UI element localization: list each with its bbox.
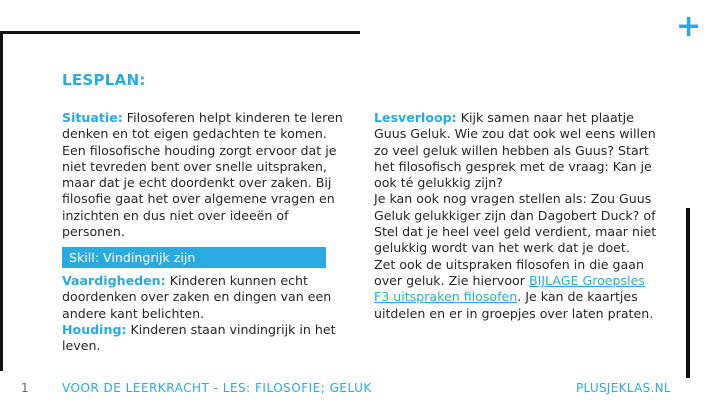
footer-caption: VOOR DE LEERKRACHT - LES: FILOSOFIE; GELUK bbox=[62, 381, 372, 395]
bijlage-link[interactable]: BIJLAGE Groepsles F3 uitspraken filosofen bbox=[374, 272, 645, 305]
lesverloop-text-2: Je kan ook nog vragen stellen als: Zou Guus Geluk gelukkiger zijn dan Dagobert Duck? of Stel dat je heel veel geld verdient, maar niet gelukkig wordt van het werk dat je doet. bbox=[374, 191, 657, 256]
vaardigheden-label: Vaardigheden: bbox=[62, 273, 166, 288]
lesverloop-block bbox=[374, 110, 664, 322]
situatie-block bbox=[62, 110, 352, 240]
situatie-text: Filosoferen helpt kinderen te leren denken en tot eigen gedachten te komen. Een filosofische houding zorgt ervoor dat je niet tevreden bent over snelle uitspraken, maar dat je echt doordenkt over zaken. Bij filosofie gaat het over algemene vragen en inzichten en dus niet over ideeën of personen. bbox=[62, 110, 343, 240]
lesverloop-text-1: Kijk samen naar het plaatje Guus Geluk. Wie zou dat ook wel eens willen zo veel geluk willen hebben als Guus? Start het filosofisch gesprek met de vraag: Kan je ook té gelukkig zijn? bbox=[374, 110, 656, 191]
page-number: 1 bbox=[21, 381, 29, 395]
skill-banner: Skill: Vindingrijk zijn bbox=[62, 247, 326, 268]
footer-site-link[interactable]: PLUSJEKLAS.NL bbox=[576, 381, 671, 395]
houding-text: Kinderen staan vindingrijk in het leven. bbox=[62, 321, 336, 354]
lesverloop-text-3: Zet ook de uitspraken filosofen in die gaan over geluk. Zie hiervoor bbox=[374, 256, 644, 288]
left-rule bbox=[0, 31, 3, 371]
plus-icon: + bbox=[676, 9, 702, 44]
lesverloop-text-4: . Je kan de kaartjes uitdelen en er in groepjes over laten praten. bbox=[374, 289, 654, 321]
vaardigheden-text: Kinderen kunnen echt doordenken over zaken en dingen van een andere kant belichten. bbox=[62, 273, 332, 321]
skills-block bbox=[62, 273, 342, 354]
page-title: LESPLAN: bbox=[62, 71, 146, 89]
situatie-label: Situatie: bbox=[62, 110, 123, 125]
houding-label: Houding: bbox=[62, 321, 127, 337]
top-rule bbox=[0, 31, 360, 34]
right-rule bbox=[686, 208, 690, 378]
lesverloop-label: Lesverloop: bbox=[374, 110, 457, 125]
